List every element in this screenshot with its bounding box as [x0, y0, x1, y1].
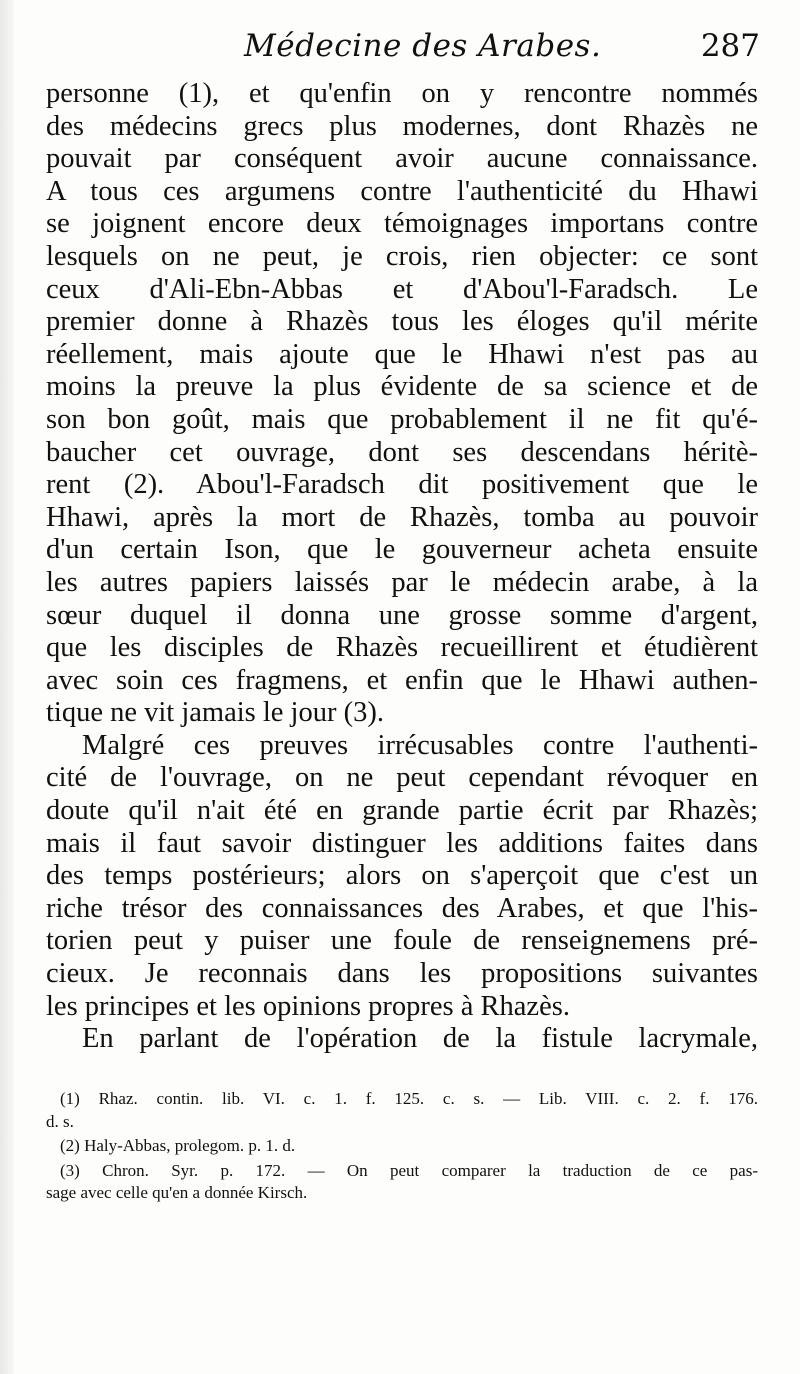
- text-line: d'un certain Ison, que le gouverneur acheta ensuite: [46, 534, 758, 566]
- page-number: 287: [700, 28, 760, 64]
- text-line: sœur duquel il donna une grosse somme d'argent,: [46, 599, 758, 631]
- text-line: les principes et les opinions propres à Rhazès.: [46, 990, 570, 1022]
- page-header: [230, 28, 760, 78]
- running-title: Médecine des Arabes.: [244, 28, 602, 64]
- text-line: son bon goût, mais que probablement il ne fit qu'é-: [46, 403, 758, 435]
- text-line: réellement, mais ajoute que le Hhawi n'est pas au: [46, 338, 758, 370]
- text-line: rent (2). Abou'l-Faradsch dit positivement que le: [46, 469, 758, 501]
- footnote-3-continued: sage avec celle qu'en a donnée Kirsch.: [46, 1183, 308, 1202]
- text-line: mais il faut savoir distinguer les additions faites dans: [46, 827, 758, 859]
- text-line: lesquels on ne peut, je crois, rien objecter: ce sont: [46, 240, 758, 272]
- text-line: En parlant de l'opération de la fistule lacrymale,: [82, 1023, 758, 1055]
- text-line: cieux. Je reconnais dans les propositions suivantes: [46, 958, 758, 990]
- footnote-1-continued: d. s.: [46, 1111, 74, 1131]
- text-line: cité de l'ouvrage, on ne peut cependant révoquer en: [46, 762, 758, 794]
- footnote-3: (3) Chron. Syr. p. 172. — On peut comparer la traduction de ce pas-: [60, 1160, 758, 1180]
- text-line: premier donne à Rhazès tous les éloges qu'il mérite: [46, 306, 758, 338]
- text-line: baucher cet ouvrage, dont ses descendans héritè-: [46, 436, 758, 468]
- footnotes: [46, 1088, 758, 1205]
- text-line: torien peut y puiser une foule de renseignemens pré-: [46, 925, 758, 957]
- footnote-2: (2) Haly-Abbas, prolegom. p. 1. d.: [60, 1136, 296, 1155]
- text-line: personne (1), et qu'enfin on y rencontre nommés: [46, 78, 758, 109]
- footnote-1: (1) Rhaz. contin. lib. VI. c. 1. f. 125. c. s. — Lib. VIII. c. 2. f. 176.: [60, 1089, 758, 1108]
- page-gutter-shadow: [0, 0, 14, 1374]
- text-line: que les disciples de Rhazès recueillirent et étudièrent: [46, 632, 758, 664]
- text-line: A tous ces argumens contre l'authenticité du Hhawi: [46, 175, 758, 207]
- text-line: Malgré ces preuves irrécusables contre l'authenti-: [82, 729, 758, 761]
- text-line: des temps postérieurs; alors on s'aperçoit que c'est un: [46, 860, 758, 892]
- text-line: tique ne vit jamais le jour (3).: [46, 697, 384, 729]
- text-line: avec soin ces fragmens, et enfin que le Hhawi authen-: [46, 664, 758, 696]
- text-line: doute qu'il n'ait été en grande partie écrit par Rhazès;: [46, 795, 758, 827]
- text-line: se joignent encore deux témoignages importans contre: [46, 208, 758, 240]
- text-line: pouvait par conséquent avoir aucune connaissance.: [46, 143, 758, 175]
- text-line: moins la preuve la plus évidente de sa science et de: [46, 371, 758, 403]
- text-line: des médecins grecs plus modernes, dont Rhazès ne: [46, 110, 758, 142]
- text-line: ceux d'Ali-Ebn-Abbas et d'Abou'l-Faradsch. Le: [46, 273, 758, 305]
- text-line: Hhawi, après la mort de Rhazès, tomba au pouvoir: [46, 501, 758, 533]
- body-text: [46, 78, 758, 1056]
- text-line: riche trésor des connaissances des Arabes, et que l'his-: [46, 892, 758, 924]
- text-line: les autres papiers laissés par le médecin arabe, à la: [46, 566, 758, 598]
